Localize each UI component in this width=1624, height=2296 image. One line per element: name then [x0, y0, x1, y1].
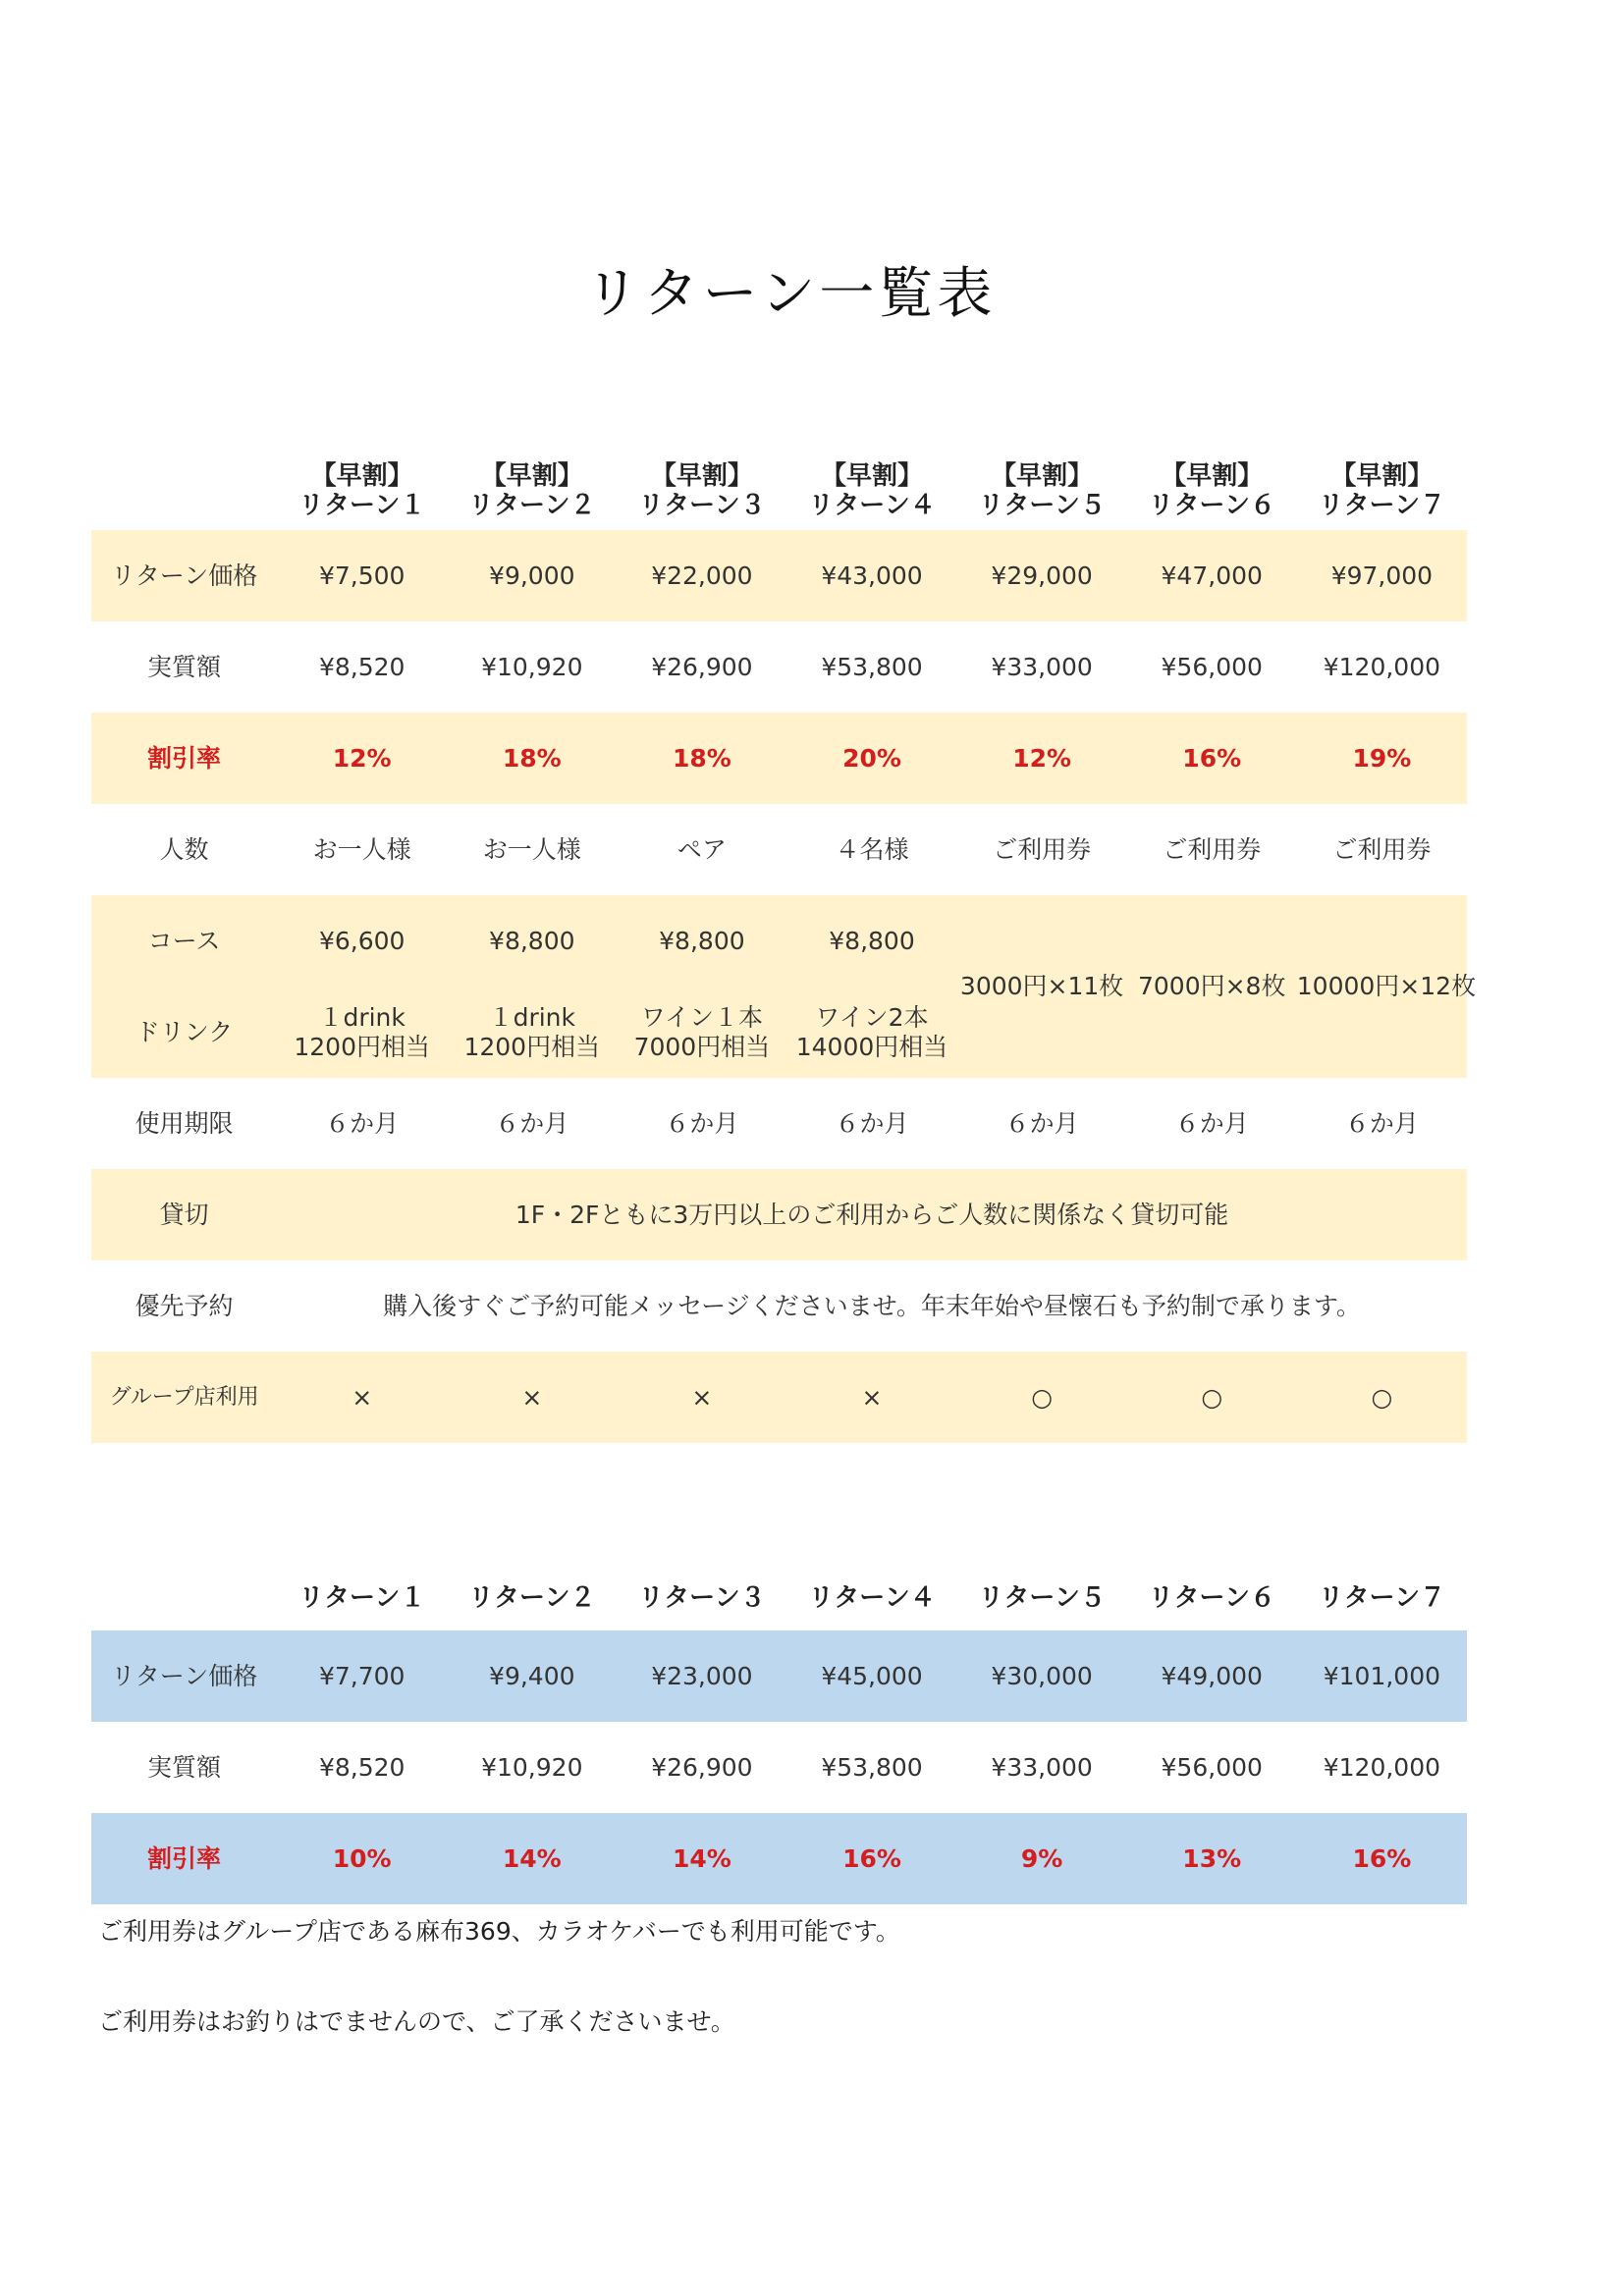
discount-cell: 18% [447, 713, 617, 804]
course-cell: ¥8,800 [447, 895, 617, 987]
row-label: 割引率 [91, 713, 277, 804]
validity-cell: ６か月 [1004, 1108, 1079, 1138]
row-label: 実質額 [147, 652, 222, 681]
actual-cell: ¥8,520 [318, 1752, 406, 1782]
group-cell: × [617, 1352, 786, 1443]
early-discount-row [91, 713, 1467, 804]
course-cell: ¥8,800 [786, 895, 956, 987]
early-course-row [91, 895, 1467, 987]
group-cell: × [786, 1352, 956, 1443]
early-header-6: 【早割】 リターン６ [1148, 461, 1275, 520]
discount-cell: 16% [1297, 1813, 1467, 1904]
price-cell: ¥101,000 [1297, 1630, 1467, 1722]
voucher-cell: 7000円×8枚 [1127, 895, 1297, 1078]
price-cell: ¥9,000 [447, 530, 617, 621]
row-label: 貸切 [91, 1169, 277, 1260]
people-cell: ４名様 [835, 834, 909, 864]
group-cell: ○ [1297, 1352, 1467, 1443]
validity-cell: ６か月 [665, 1108, 739, 1138]
validity-cell: ６か月 [325, 1108, 400, 1138]
validity-cell: ６か月 [835, 1108, 909, 1138]
header-corner [91, 1529, 277, 1630]
price-cell: ¥97,000 [1297, 530, 1467, 621]
actual-cell: ¥120,000 [1323, 1752, 1441, 1782]
price-cell: ¥47,000 [1127, 530, 1297, 621]
discount-cell: 19% [1297, 713, 1467, 804]
early-header-5: 【早割】 リターン５ [978, 461, 1106, 520]
price-cell: ¥23,000 [617, 1630, 786, 1722]
discount-cell: 16% [786, 1813, 956, 1904]
regular-returns-table [91, 1529, 1467, 1904]
early-header-7: 【早割】 リターン７ [1318, 461, 1446, 520]
discount-cell: 16% [1127, 713, 1297, 804]
discount-cell: 18% [617, 713, 786, 804]
header-corner [91, 437, 277, 530]
actual-cell: ¥53,800 [821, 1752, 923, 1782]
regular-header-row [91, 1529, 1467, 1630]
early-header-3: 【早割】 リターン３ [638, 461, 766, 520]
early-header-2: 【早割】 リターン２ [468, 461, 596, 520]
discount-cell: 10% [277, 1813, 447, 1904]
priority-text: 購入後すぐご予約可能メッセージくださいませ。年末年始や昼懐石も予約制で承ります。 [383, 1291, 1361, 1320]
validity-cell: ６か月 [1174, 1108, 1249, 1138]
discount-cell: 14% [617, 1813, 786, 1904]
people-cell: ペア [677, 834, 727, 864]
people-cell: ご利用券 [1163, 834, 1262, 864]
price-cell: ¥45,000 [786, 1630, 956, 1722]
regular-header-3: リターン３ [638, 1583, 766, 1613]
course-cell: ¥8,800 [617, 895, 786, 987]
actual-cell: ¥8,520 [318, 652, 406, 681]
early-price-row [91, 530, 1467, 621]
early-bird-returns-table [91, 437, 1477, 1443]
group-cell: × [277, 1352, 447, 1443]
regular-price-row [91, 1630, 1467, 1722]
row-label: 実質額 [147, 1752, 222, 1782]
actual-cell: ¥10,920 [481, 1752, 583, 1782]
regular-header-1: リターン１ [298, 1583, 426, 1613]
change-note: ご利用券はお釣りはでませんので、ご了承くださいませ。 [98, 2007, 735, 2036]
row-label: 人数 [159, 834, 209, 864]
early-header-row [91, 437, 1467, 530]
price-cell: ¥9,400 [447, 1630, 617, 1722]
people-cell: お一人様 [482, 834, 581, 864]
voucher-cell: 3000円×11枚 [957, 895, 1127, 1078]
drink-cell: １drink 1200円相当 [277, 987, 447, 1078]
group-cell: ○ [957, 1352, 1127, 1443]
actual-cell: ¥120,000 [1323, 652, 1441, 681]
row-label: コース [91, 895, 277, 987]
drink-cell: ワイン2本 14000円相当 [786, 987, 956, 1078]
price-cell: ¥49,000 [1127, 1630, 1297, 1722]
voucher-cell: 10000円×12枚 [1297, 895, 1467, 1078]
people-cell: ご利用券 [1332, 834, 1432, 864]
people-cell: お一人様 [312, 834, 411, 864]
price-cell: ¥30,000 [957, 1630, 1127, 1722]
discount-cell: 9% [957, 1813, 1127, 1904]
regular-header-7: リターン７ [1318, 1583, 1446, 1613]
row-label: 割引率 [91, 1813, 277, 1904]
row-label: リターン価格 [91, 530, 277, 621]
regular-discount-row [91, 1813, 1467, 1904]
actual-cell: ¥26,900 [651, 652, 753, 681]
discount-cell: 12% [277, 713, 447, 804]
charter-text: 1F・2Fともに3万円以上のご利用からご人数に関係なく貸切可能 [277, 1169, 1467, 1260]
actual-cell: ¥53,800 [821, 652, 923, 681]
price-cell: ¥7,500 [277, 530, 447, 621]
drink-cell: １drink 1200円相当 [447, 987, 617, 1078]
row-label: 使用期限 [135, 1108, 234, 1138]
regular-header-4: リターン４ [808, 1583, 936, 1613]
row-label: 優先予約 [135, 1291, 234, 1320]
actual-cell: ¥10,920 [481, 652, 583, 681]
price-cell: ¥29,000 [957, 530, 1127, 621]
early-validity-row [91, 1078, 1467, 1169]
actual-cell: ¥33,000 [991, 652, 1093, 681]
price-cell: ¥43,000 [786, 530, 956, 621]
early-people-row [91, 804, 1467, 895]
early-group-row [91, 1352, 1467, 1443]
regular-header-6: リターン６ [1148, 1583, 1275, 1613]
people-cell: ご利用券 [993, 834, 1092, 864]
row-label: グループ店利用 [91, 1352, 277, 1443]
page-title: リターン一覧表 [584, 262, 997, 326]
row-label: ドリンク [91, 987, 277, 1078]
regular-header-5: リターン５ [978, 1583, 1106, 1613]
discount-cell: 20% [786, 713, 956, 804]
discount-cell: 12% [957, 713, 1127, 804]
actual-cell: ¥33,000 [991, 1752, 1093, 1782]
actual-cell: ¥56,000 [1161, 652, 1263, 681]
early-priority-row [91, 1260, 1467, 1352]
discount-cell: 13% [1127, 1813, 1297, 1904]
discount-cell: 14% [447, 1813, 617, 1904]
validity-cell: ６か月 [495, 1108, 569, 1138]
voucher-note: ご利用券はグループ店である麻布369、カラオケバーでも利用可能です。 [98, 1917, 900, 1946]
course-cell: ¥6,600 [277, 895, 447, 987]
regular-actual-row [91, 1722, 1467, 1813]
actual-cell: ¥26,900 [651, 1752, 753, 1782]
price-cell: ¥7,700 [277, 1630, 447, 1722]
actual-cell: ¥56,000 [1161, 1752, 1263, 1782]
group-cell: × [447, 1352, 617, 1443]
early-actual-row [91, 621, 1467, 713]
price-cell: ¥22,000 [617, 530, 786, 621]
drink-cell: ワイン１本 7000円相当 [617, 987, 786, 1078]
early-header-4: 【早割】 リターン４ [808, 461, 936, 520]
early-header-1: 【早割】 リターン１ [298, 461, 426, 520]
regular-header-2: リターン２ [468, 1583, 596, 1613]
early-charter-row [91, 1169, 1467, 1260]
group-cell: ○ [1127, 1352, 1297, 1443]
row-label: リターン価格 [91, 1630, 277, 1722]
validity-cell: ６か月 [1344, 1108, 1419, 1138]
